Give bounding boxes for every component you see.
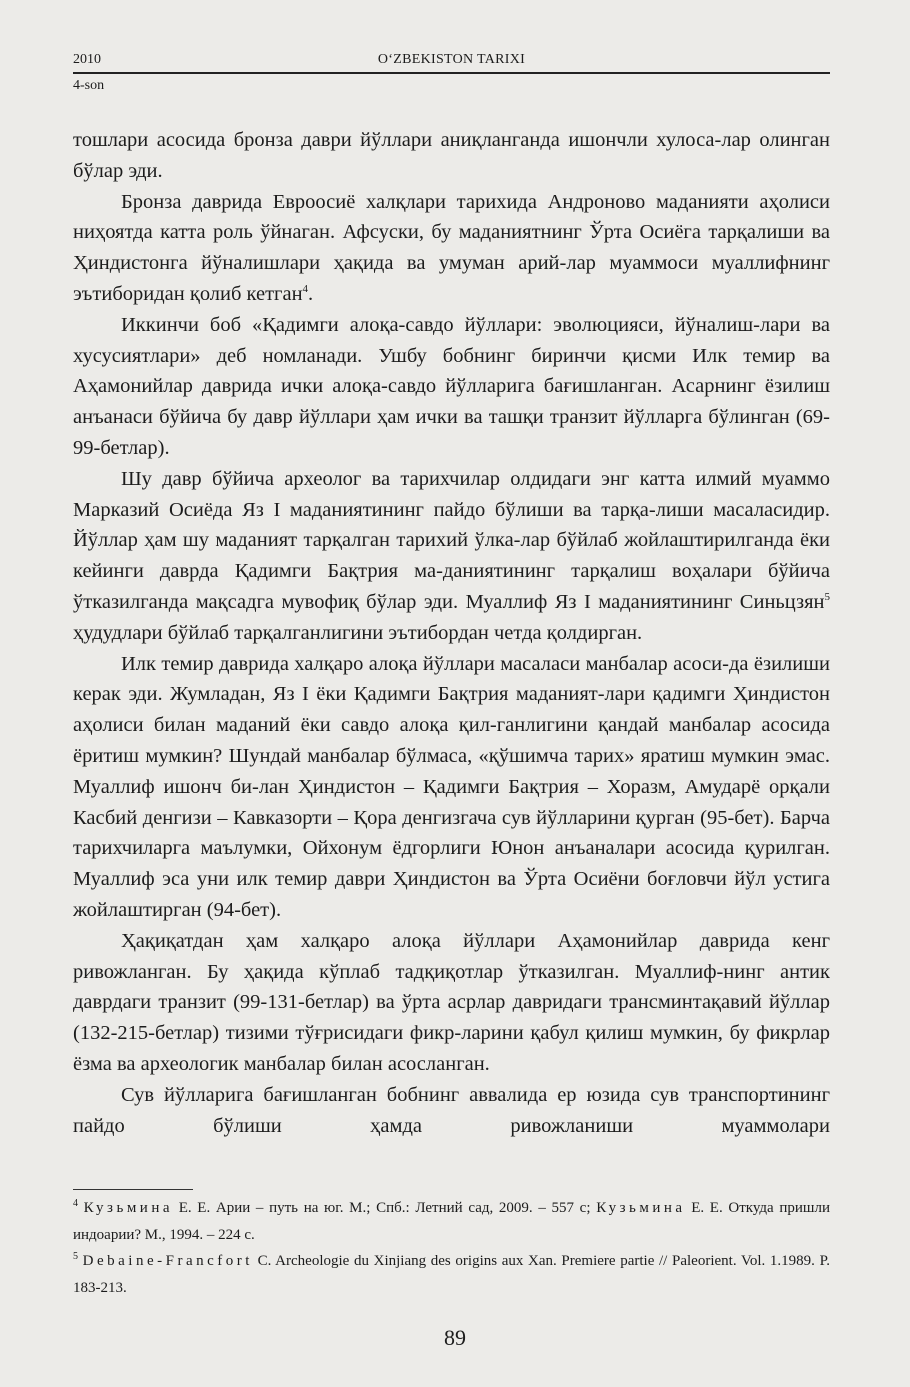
footnote-5 xyxy=(73,1248,830,1301)
footnote-separator xyxy=(73,1189,193,1190)
footnote-ref-4: 4 xyxy=(302,283,309,296)
paragraph-7: Сув йўлларига бағишланган бобнинг аввалида ер юзида сув транспортининг пайдо бўлиши ҳамда ривожланиши муаммолари xyxy=(73,1083,830,1137)
paragraph-6: Ҳақиқатдан ҳам халқаро алоқа йўллари Аҳамонийлар даврида кенг ривожланган. Бу ҳақида кўплаб тадқиқотлар ўтказилган. Муаллиф-нинг антик даврдаги транзит (99-131-бетлар) ва ўрта асрлар давридаги трансминтақавий йўллар (132-215-бетлар) тизими тўғрисидаги фикр-ларини қабул қилиш мумкин, бу фикрлар ёзма ва археологик манбалар билан асосланган. xyxy=(73,929,830,1075)
header-year: 2010 xyxy=(73,52,101,67)
paragraph-4-text-a: Шу давр бўйича археолог ва тарихчилар олдидаги энг катта илмий муаммо Марказий Осиёда Яз I маданиятининг пайдо бўлиши ва тарқа-лиши масаласидир. Йўллар ҳам шу маданият тарқалган тарихий ўлка-лар бўйлаб жойлаштирилганда ёки кейинги даврда Қадимги Бақтрия ма-даниятининг тарқалиш воҳалари бўйича ўтказилганда мақсадга мувофиқ бўлар эди. Муаллиф Яз I маданиятининг Синьцзян xyxy=(73,467,830,613)
paragraph-2-text: Бронза даврида Евроосиё халқлари тарихида Андроново маданияти аҳолиси ниҳоятда катта роль ўйнаган. Афсуски, бу маданиятнинг Ўрта Осиёга тарқалиши ва Ҳиндистонга йўналишлари ҳақида ва умуман арий-лар муаммоси муаллифнинг эътиборидан қолиб кетган xyxy=(73,190,830,305)
paragraph-5: Илк темир даврида халқаро алоқа йўллари масаласи манбалар асоси-да ёзилиши керак эди. Жумладан, Яз I ёки Қадимги Бақтрия маданият-лари қадимги Ҳиндистон аҳолиси билан маданий ёки савдо алоқа қил-ганлигини қандай манбалар асосида ёритиш мумкин? Шундай манбалар бўлмаса, «қўшимча тарих» яратиш мумкин эмас. Муаллиф ишонч би-лан Ҳиндистон – Қадимги Бақтрия – Хоразм, Амударё орқали Касбий денгизи – Кавказорти – Қора денгизгача сув йўлларини қурган (95-бет). Барча тарихчиларга маълумки, Ойхонум ёдгорлиги Юнон анъаналари асосида қурилган. Муаллиф эса уни илк темир даври Ҳиндистон ва Ўрта Осиёни боғловчи йўл устига жойлаштирган (94-бет). xyxy=(73,652,830,921)
footnote-4 xyxy=(73,1195,830,1248)
footnote-5-mark: 5 xyxy=(73,1251,78,1262)
header-journal-title: O‘ZBEKISTON TARIXI xyxy=(377,52,526,67)
page-number: 89 xyxy=(444,1325,466,1350)
paragraph-2-end: . xyxy=(308,282,314,305)
paragraph-1: тошлари асосида бронза даври йўллари аниқланганда ишончли хулоса-лар олинган бўлар эди. xyxy=(73,129,830,182)
footnote-4-author: Кузьмина xyxy=(83,1200,174,1216)
footnote-4-mark: 4 xyxy=(73,1198,78,1209)
running-header xyxy=(73,40,830,92)
footnotes xyxy=(73,1195,830,1301)
footnote-4-text-b: Е. Е. Откуда пришли индоарии? М., 1994. – 224 с. xyxy=(73,1200,830,1243)
footnote-4-author-2: Кузьмина xyxy=(596,1200,686,1216)
footnote-ref-5: 5 xyxy=(824,591,830,604)
body-text xyxy=(73,125,830,1141)
footnote-4-text-a: Е. Е. Арии – путь на юг. М.; Спб.: Летний сад, 2009. – 557 с; xyxy=(173,1200,597,1216)
footnote-5-text: C. Archeologie du Xinjiang des origins aux Xan. Premiere partie // Paleorient. Vol. 1.1989. P. 183-213. xyxy=(73,1253,830,1296)
paragraph-4-text-b: ҳудудлари бўйлаб тарқалганлигини эътибордан четда қолдирган. xyxy=(73,621,643,644)
header-rule xyxy=(73,72,830,74)
paragraph-3: Иккинчи боб «Қадимги алоқа-савдо йўллари: эволюцияси, йўналиш-лари ва хусусиятлари» деб номланади. Ушбу бобнинг биринчи қисми Илк темир ва Аҳамонийлар даврида ички алоқа-савдо йўлларига бағишланган. Асарнинг ёзилиш анъанаси бўйича бу давр йўллари ҳам ички ва ташқи транзит йўлларга бўлинган (69-99-бетлар). xyxy=(73,313,830,459)
paragraph-2 xyxy=(73,187,830,310)
header-issue: 4-son xyxy=(73,78,105,93)
paragraph-4 xyxy=(73,464,830,649)
footnote-5-author: Debaine-Francfort xyxy=(82,1253,253,1269)
